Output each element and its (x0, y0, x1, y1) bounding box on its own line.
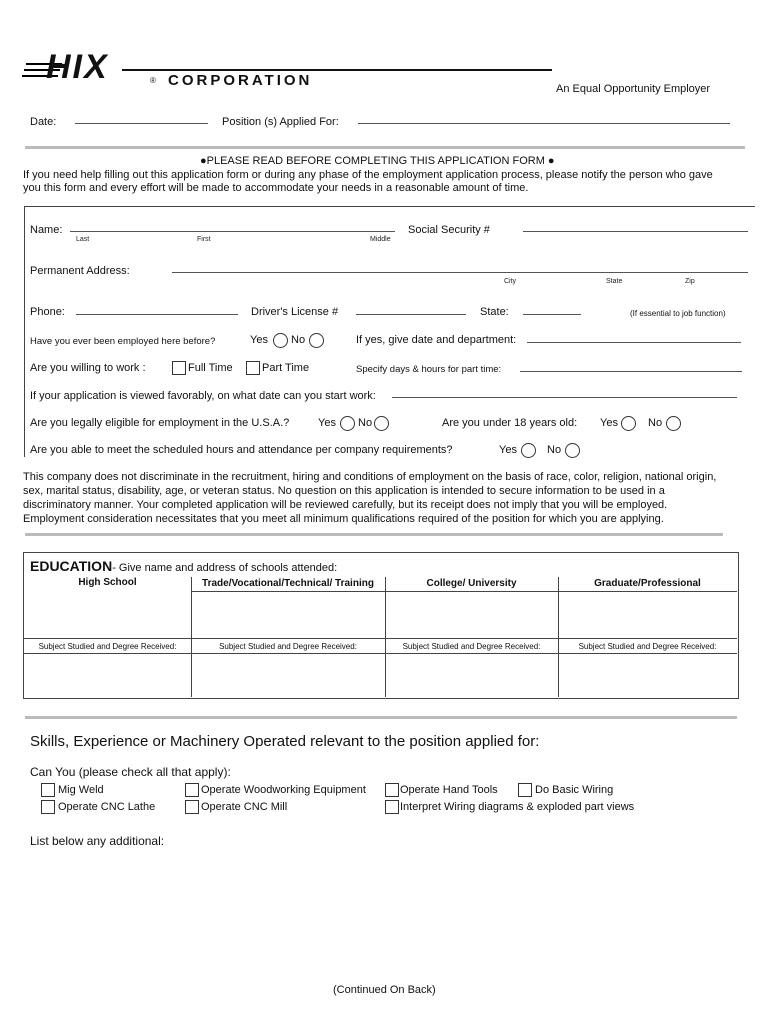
edu-col-graduate: Graduate/Professional (594, 578, 701, 589)
edu-col-high-school: High School (78, 577, 137, 588)
under18-no-radio[interactable] (666, 416, 681, 431)
edu-row-divider (23, 653, 737, 654)
edu-subject-caption: Subject Studied and Degree Received: (38, 642, 177, 651)
can-you-label: Can You (please check all that apply): (30, 765, 231, 779)
continued-note: (Continued On Back) (333, 984, 436, 996)
if-yes-label: If yes, give date and department: (356, 334, 517, 346)
city-caption: City (504, 278, 517, 285)
if-yes-field[interactable] (527, 342, 741, 343)
cnc-mill-label: Operate CNC Mill (201, 801, 288, 813)
cnc-lathe-label: Operate CNC Lathe (58, 801, 156, 813)
date-label: Date: (30, 116, 57, 128)
dl-state-field[interactable] (523, 314, 581, 315)
willing-label: Are you willing to work : (30, 362, 146, 374)
edu-subject-caption: Subject Studied and Degree Received: (578, 642, 717, 651)
able-label: Are you able to meet the scheduled hours and attendance per company requirements? (30, 444, 453, 456)
ssn-field[interactable] (523, 231, 748, 232)
edu-col-trade: Trade/Vocational/Technical/ Training (202, 578, 374, 589)
corporation-text: CORPORATION (168, 72, 313, 89)
license-label: Driver's License # (251, 306, 339, 318)
basic-wiring-checkbox[interactable] (518, 783, 532, 797)
full-time-checkbox[interactable] (172, 361, 186, 375)
name-field[interactable] (70, 231, 395, 232)
notice-line1: If you need help filling out this application form or during any phase of the employment application process, please notify the person who gave (23, 169, 713, 181)
position-field[interactable] (358, 123, 730, 124)
eeo-text: An Equal Opportunity Employer (556, 83, 711, 95)
edu-col-divider (558, 577, 559, 697)
state-caption: State (606, 278, 623, 285)
part-time-checkbox[interactable] (246, 361, 260, 375)
mig-weld-label: Mig Weld (58, 784, 104, 796)
date-field[interactable] (75, 123, 208, 124)
discrimination-l4: Employment consideration necessitates that you meet all minimum qualifications required of the position for which you are applying. (23, 513, 664, 525)
notice-title: ●PLEASE READ BEFORE COMPLETING THIS APPLICATION FORM ● (200, 155, 555, 167)
able-yes-radio[interactable] (521, 443, 536, 458)
education-title: EDUCATION (30, 558, 113, 574)
full-time-label: Full Time (188, 362, 233, 374)
edu-subject-caption: Subject Studied and Degree Received: (219, 642, 357, 651)
address-label: Permanent Address: (30, 265, 130, 277)
phone-field[interactable] (76, 314, 238, 315)
edu-subject-caption: Subject Studied and Degree Received: (402, 642, 541, 651)
able-no-label: No (547, 444, 562, 456)
under18-yes-label: Yes (600, 417, 618, 429)
eligible-yes-radio[interactable] (340, 416, 355, 431)
eligible-label: Are you legally eligible for employment in the U.S.A.? (30, 417, 290, 429)
start-date-field[interactable] (392, 397, 737, 398)
employed-yes-radio[interactable] (273, 333, 288, 348)
last-caption: Last (76, 236, 90, 243)
employed-yes-label: Yes (250, 334, 268, 346)
under18-yes-radio[interactable] (621, 416, 636, 431)
discrimination-l3: discriminatory manner. Your completed application will be reviewed carefully, but its receipt does not imply that you will be employed. (23, 499, 668, 511)
logo-text: HIX (46, 48, 109, 86)
first-caption: First (197, 236, 211, 243)
eligible-yes-label: Yes (318, 417, 336, 429)
dl-state-label: State: (480, 306, 509, 318)
edu-col-college: College/ University (426, 578, 517, 589)
education-heading (30, 558, 337, 574)
license-field[interactable] (356, 314, 466, 315)
list-below-label: List below any additional: (30, 834, 165, 848)
employed-no-label: No (291, 334, 306, 346)
cnc-mill-checkbox[interactable] (185, 800, 199, 814)
notice-line2: you this form and every effort will be made to accommodate your needs in a reasonable amount of time. (23, 182, 529, 194)
specify-label: Specify days & hours for part time: (356, 364, 502, 375)
skills-heading: Skills, Experience or Machinery Operated relevant to the position applied for: (30, 733, 540, 750)
if-essential-note: (If essential to job function) (630, 309, 726, 318)
mig-weld-checkbox[interactable] (41, 783, 55, 797)
specify-field[interactable] (520, 371, 742, 372)
discrimination-l2: sex, marital status, disability, age, or veteran status. No question on this application is intended to secure information to be used in a (23, 485, 665, 497)
basic-wiring-label: Do Basic Wiring (535, 784, 614, 796)
eligible-no-radio[interactable] (374, 416, 389, 431)
discrimination-l1: This company does not discriminate in the recruitment, hiring and conditions of employment on the basis of race, color, religion, national origin, (23, 471, 717, 483)
additional-skills-area[interactable] (30, 852, 740, 972)
education-box (23, 552, 739, 699)
employed-before-label: Have you ever been employed here before? (30, 336, 216, 347)
woodworking-checkbox[interactable] (185, 783, 199, 797)
able-no-radio[interactable] (565, 443, 580, 458)
edu-col-divider (385, 577, 386, 697)
hand-tools-checkbox[interactable] (385, 783, 399, 797)
edu-row-divider (191, 591, 737, 592)
registered-mark: ® (150, 76, 156, 85)
ssn-label: Social Security # (408, 224, 490, 236)
able-yes-label: Yes (499, 444, 517, 456)
name-label: Name: (30, 224, 63, 236)
phone-label: Phone: (30, 306, 65, 318)
education-subtitle: - Give name and address of schools attended: (112, 562, 338, 574)
employed-no-radio[interactable] (309, 333, 324, 348)
start-date-label: If your application is viewed favorably, on what date can you start work: (30, 390, 376, 402)
edu-row-divider (23, 638, 737, 639)
zip-caption: Zip (685, 278, 695, 285)
header-rule (122, 69, 552, 71)
divider (25, 146, 745, 149)
address-field[interactable] (172, 272, 748, 273)
under18-label: Are you under 18 years old: (442, 417, 578, 429)
hand-tools-label: Operate Hand Tools (400, 784, 498, 796)
divider (25, 716, 737, 719)
eligible-no-label: No (358, 417, 373, 429)
under18-no-label: No (648, 417, 663, 429)
woodworking-label: Operate Woodworking Equipment (201, 784, 366, 796)
part-time-label: Part Time (262, 362, 310, 374)
edu-col-divider (191, 577, 192, 697)
cnc-lathe-checkbox[interactable] (41, 800, 55, 814)
middle-caption: Middle (370, 236, 391, 243)
diagrams-checkbox[interactable] (385, 800, 399, 814)
position-label: Position (s) Applied For: (222, 116, 339, 128)
diagrams-label: Interpret Wiring diagrams & exploded part views (400, 801, 635, 813)
divider (25, 533, 723, 536)
